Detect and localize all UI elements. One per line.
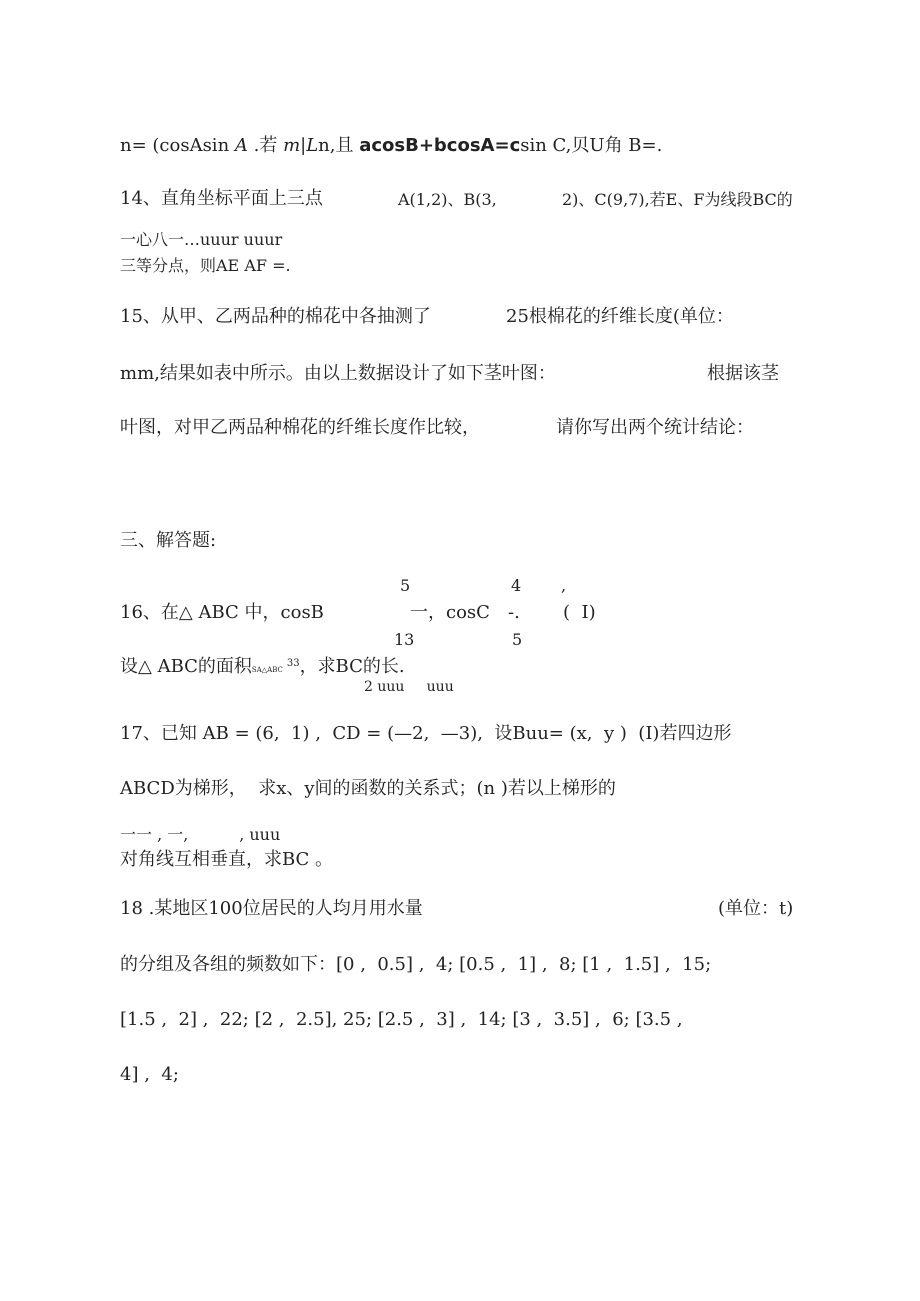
q15-line3-b: 请你写出两个统计结论： <box>556 417 754 438</box>
q15-line3-a: 叶图，对甲乙两品种棉花的纤维长度作比较， <box>120 417 480 438</box>
q16-line2 <box>120 658 405 676</box>
q13-equation: acosB+bcosA=c <box>359 135 521 156</box>
q13-text-4: n,且 <box>318 135 360 156</box>
q17-line2: ABCD为梯形， 求x、y间的函数的关系式；(n )若以上梯形的 <box>120 778 616 799</box>
q16-line2-text: 设△ ABC的面积 <box>120 656 252 677</box>
q17-line4: 对角线互相垂直，求BC 。 <box>120 849 334 870</box>
q13-text-1: n= (cosAsin <box>120 135 235 156</box>
q17-line1: 17、已知 AB = (6, 1) , CD = (—2, —3), 设Buu= (x, y ) (I)若四边形 <box>120 723 732 744</box>
q16-comma: , <box>561 576 567 595</box>
q16-area-subscript: SA△ABC <box>251 666 283 674</box>
q14-line2: 一心八一…uuur uuur <box>120 230 283 249</box>
q14-line1-c: 2)、C(9,7),若E、F为线段BC的 <box>562 190 793 209</box>
q16-part-one: ( I) <box>563 602 596 623</box>
q16-denominator-c: 5 <box>512 630 523 649</box>
q16-vector-marks: 2 uuu uuu <box>364 679 454 695</box>
section-heading: 三、解答题: <box>120 530 217 551</box>
q16-numerator-c: 4 <box>511 576 522 595</box>
q16-numerator-b: 5 <box>400 576 411 595</box>
q14-line1-a: 14、直角坐标平面上三点 <box>120 188 323 209</box>
q18-line3: [1.5 , 2] , 22; [2 , 2.5], 25; [2.5 , 3] , 14; [3 , 3.5] , 6; [3.5 , <box>120 1009 683 1030</box>
q13-var-l: L <box>306 135 319 156</box>
q13-text-5: sin C,贝U角 B=. <box>520 135 663 156</box>
q18-line1-a: 18 .某地区100位居民的人均月用水量 <box>120 898 423 919</box>
q16-area-value: 33 <box>286 658 300 669</box>
q18-unit: (单位：t) <box>718 898 794 919</box>
q15-line1-b: 25根棉花的纤维长度(单位： <box>506 306 734 327</box>
q13-line <box>120 137 662 155</box>
q15-line1-a: 15、从甲、乙两品种的棉花中各抽测了 <box>120 306 431 327</box>
q16-denominator-b: 13 <box>394 630 415 649</box>
q17-line3: 一一 , 一, , uuu <box>120 825 281 844</box>
q18-line4: 4] , 4; <box>120 1064 179 1085</box>
q18-line2: 的分组及各组的频数如下：[0 , 0.5] , 4; [0.5 , 1] , 8; [1 , 1.5] , 15; <box>120 954 712 975</box>
q14-line3: 三等分点，则AE AF =. <box>120 256 291 275</box>
q14-line1-b: A(1,2)、B(3, <box>398 190 497 209</box>
q13-var-m: m <box>283 135 301 156</box>
q13-var-a: A <box>234 135 248 156</box>
q13-text-3: | <box>300 135 307 156</box>
q16-line1-c: -. <box>508 602 520 623</box>
q16-line2-tail: ，求BC的长. <box>299 656 405 677</box>
q16-line1-b: 一，cosC <box>410 602 490 623</box>
q16-line1-a: 16、在△ ABC 中，cosB <box>120 602 324 623</box>
q15-line2-a: mm,结果如表中所示。由以上数据设计了如下茎叶图： <box>120 363 556 384</box>
q13-text-2: .若 <box>247 135 284 156</box>
q15-line2-b: 根据该茎 <box>707 363 779 384</box>
